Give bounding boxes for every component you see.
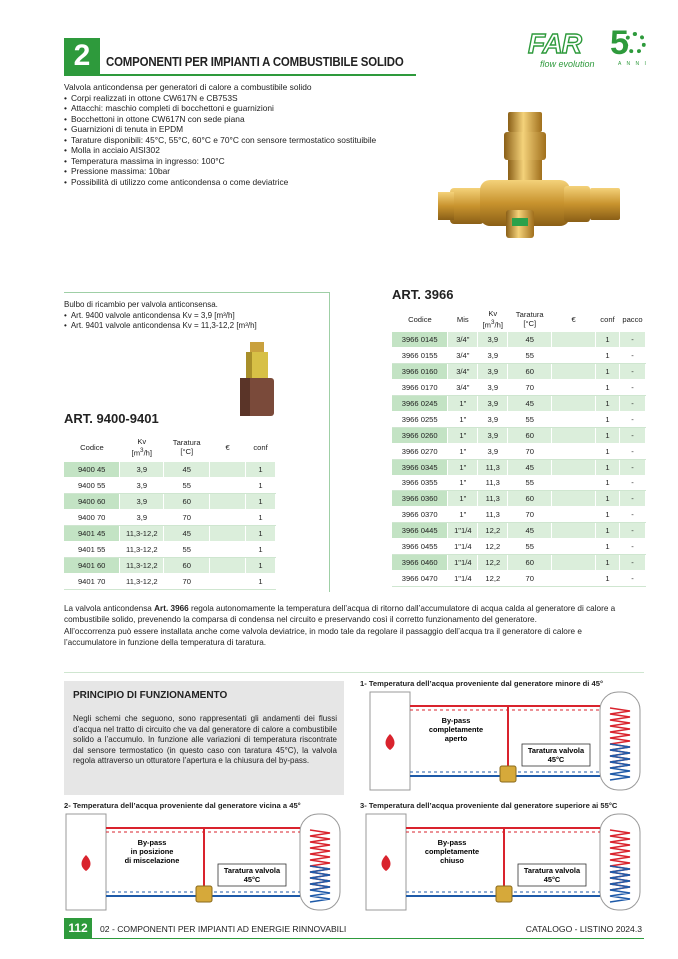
table-cell: 1"1/4: [448, 539, 478, 555]
table-cell: 1: [596, 554, 620, 570]
table-row: [64, 478, 276, 494]
art-right-title: ART. 3966: [392, 287, 454, 302]
table-cell: 1: [596, 491, 620, 507]
table-cell: 60: [508, 364, 552, 380]
intro-text: [64, 82, 394, 187]
table-cell: -: [619, 364, 645, 380]
table-cell: -: [619, 539, 645, 555]
bulb-bullet: • Art. 9400 valvole anticondensa Kv = 3,9 [m³/h]: [64, 311, 324, 322]
table-cell: [552, 507, 596, 523]
table-row: [392, 396, 646, 412]
intro-bullet: • Attacchi: maschio completi di bocchettoni e guarnizioni: [64, 103, 394, 114]
table-row: [392, 459, 646, 475]
table-cell: [552, 459, 596, 475]
valve-product-image: [430, 110, 630, 250]
table-cell: [210, 510, 246, 526]
col-header: Kv $[m^3/h]$: [482, 308, 503, 330]
table-cell: -: [619, 427, 645, 443]
flow-diagram: [66, 814, 340, 910]
table-cell: -: [619, 348, 645, 364]
table-cell: [210, 557, 246, 573]
diagram-3-caption: 3- Temperatura dell’acqua proveniente dal generatore superiore ai 55°C: [360, 801, 618, 810]
diagram-2: [64, 810, 344, 916]
table-row: [392, 443, 646, 459]
table-cell: 1: [596, 411, 620, 427]
table-cell: 1: [596, 380, 620, 396]
logo-digit: 5: [610, 24, 629, 62]
table-cell: 1: [596, 364, 620, 380]
table-cell: 3,9: [478, 380, 508, 396]
table-row: [64, 573, 276, 589]
table-cell: 55: [508, 539, 552, 555]
table-cell: 45: [508, 523, 552, 539]
table-cell: 70: [508, 507, 552, 523]
table-row: [392, 380, 646, 396]
table-cell: -: [619, 507, 645, 523]
table-cell: 55: [164, 478, 210, 494]
table-row: [64, 510, 276, 526]
table-row: [64, 462, 276, 478]
table-cell: 70: [508, 443, 552, 459]
bulb-bullets: [64, 311, 324, 332]
table-cell: 3966 0470: [392, 570, 448, 586]
table-cell: [210, 478, 246, 494]
table-cell: 70: [508, 570, 552, 586]
table-cell: 60: [508, 491, 552, 507]
table-cell: 9400 55: [64, 478, 120, 494]
description-p1: La valvola anticondensa Art. 3966 regola autonomamente la temperatura dell’acqua di ritorno dall’accumulatore di acqua calda al generatore di calore a combustibile solido, prevenendo la comparsa di condensa nel circuito e preservando così il corretto funzionamento del generatore.: [64, 604, 616, 624]
footer-left: 02 - COMPONENTI PER IMPIANTI AD ENERGIE RINNOVABILI: [100, 924, 347, 934]
table-cell: -: [619, 396, 645, 412]
table-cell: -: [619, 554, 645, 570]
table-cell: 3,9: [478, 396, 508, 412]
table-cell: 3,9: [478, 427, 508, 443]
intro-bullets: [64, 93, 394, 188]
table-cell: 1": [448, 396, 478, 412]
table-row: [392, 364, 646, 380]
col-header: Taratura [°C]: [172, 438, 201, 456]
cartridge-image: [232, 340, 282, 420]
table-cell: 3/4": [448, 380, 478, 396]
table-cell: [210, 462, 246, 478]
table-cell: 1: [596, 507, 620, 523]
table-cell: 9401 55: [64, 541, 120, 557]
table-cell: 1: [246, 510, 276, 526]
table-cell: -: [619, 411, 645, 427]
table-cell: 12,2: [478, 570, 508, 586]
far-logo: [528, 24, 648, 72]
table-row: [392, 348, 646, 364]
intro-lead: Valvola anticondensa per generatori di calore a combustibile solido: [64, 82, 312, 92]
page-number: 112: [64, 918, 92, 938]
table-cell: 45: [508, 332, 552, 348]
table-cell: 3966 0160: [392, 364, 448, 380]
intro-bullet: • Possibilità di utilizzo come anticondensa o come deviatrice: [64, 177, 394, 188]
bulb-lead: Bulbo di ricambio per valvola anticonsensa.: [64, 300, 218, 309]
table-row: [392, 411, 646, 427]
table-cell: 11,3: [478, 507, 508, 523]
table-cell: 1": [448, 475, 478, 491]
table-cell: 1"1/4: [448, 554, 478, 570]
intro-bullet: • Guarnizioni di tenuta in EPDM: [64, 124, 394, 135]
table-cell: 1: [246, 494, 276, 510]
table-row: [64, 526, 276, 542]
table-cell: 1: [246, 526, 276, 542]
table-cell: [552, 443, 596, 459]
col-header: Codice: [80, 442, 104, 452]
table-cell: 3,9: [120, 478, 164, 494]
table-row: [392, 507, 646, 523]
table-cell: 60: [164, 494, 210, 510]
table-cell: 3,9: [120, 462, 164, 478]
table-cell: 3/4": [448, 348, 478, 364]
table-cell: 1": [448, 507, 478, 523]
table-cell: 55: [508, 411, 552, 427]
table-cell: 3966 0245: [392, 396, 448, 412]
table-cell: [210, 541, 246, 557]
footer-rule: [64, 938, 644, 939]
table-cell: [552, 491, 596, 507]
section-number: 2: [64, 38, 100, 74]
intro-bullet: • Pressione massima: 10bar: [64, 166, 394, 177]
table-cell: 3966 0360: [392, 491, 448, 507]
table-cell: 11,3-12,2: [120, 541, 164, 557]
table-cell: 3,9: [478, 332, 508, 348]
footer-right: CATALOGO - LISTINO 2024.3: [525, 924, 642, 934]
table-cell: 70: [164, 573, 210, 589]
col-header: pacco: [622, 314, 643, 324]
table-row: [392, 570, 646, 586]
table-cell: 11,3: [478, 459, 508, 475]
bypass-label: di miscelazione: [124, 856, 180, 865]
table-cell: 45: [164, 462, 210, 478]
table-row: [392, 427, 646, 443]
table-cell: 1": [448, 459, 478, 475]
valve-label: Taratura valvola: [223, 866, 281, 875]
table-cell: 1: [596, 459, 620, 475]
table-cell: 1": [448, 491, 478, 507]
table-cell: 3,9: [120, 510, 164, 526]
bulb-bullet: • Art. 9401 valvole anticondensa Kv = 11,3-12,2 [m³/h]: [64, 321, 324, 332]
table-cell: [552, 380, 596, 396]
flow-diagram: [366, 814, 640, 910]
table-cell: 55: [164, 541, 210, 557]
logo-sub: A N N I: [618, 61, 648, 67]
table-cell: 11,3-12,2: [120, 573, 164, 589]
gear-icon: [624, 32, 646, 54]
table-cell: [552, 475, 596, 491]
valve-icon: [496, 886, 512, 902]
table-cell: -: [619, 380, 645, 396]
section-rule: [64, 74, 416, 76]
valve-label: 45°C: [547, 755, 565, 764]
art-right-body: [392, 332, 646, 586]
table-cell: 3966 0145: [392, 332, 448, 348]
table-row: [64, 494, 276, 510]
table-cell: 1: [596, 539, 620, 555]
principle-title: PRINCIPIO DI FUNZIONAMENTO: [73, 690, 228, 701]
table-cell: -: [619, 475, 645, 491]
table-cell: 9401 60: [64, 557, 120, 573]
art-left-body: [64, 462, 276, 589]
col-header: conf: [600, 314, 615, 324]
bulb-text: [64, 300, 324, 332]
bypass-label: By-pass: [437, 838, 467, 847]
diagram-2-caption: 2- Temperatura dell’acqua proveniente dal generatore vicina a 45°: [64, 801, 301, 810]
table-cell: 70: [508, 380, 552, 396]
col-header: Kv $[m^3/h]$: [131, 436, 153, 458]
table-cell: [552, 411, 596, 427]
table-cell: -: [619, 459, 645, 475]
bypass-label: completamente: [424, 847, 480, 856]
valve-label: 45°C: [543, 875, 561, 884]
table-cell: -: [619, 443, 645, 459]
table-row: [392, 332, 646, 348]
table-cell: 1: [596, 570, 620, 586]
table-cell: 3,9: [478, 348, 508, 364]
art-left-table: [64, 432, 276, 590]
table-cell: 3966 0255: [392, 411, 448, 427]
table-cell: 55: [508, 348, 552, 364]
table-row: [392, 475, 646, 491]
table-cell: 1: [246, 478, 276, 494]
table-cell: 3966 0445: [392, 523, 448, 539]
art-left-title: ART. 9400-9401: [64, 411, 159, 426]
diagram-1-caption: 1- Temperatura dell’acqua proveniente dal generatore minore di 45°: [360, 679, 604, 688]
valve-label: Taratura valvola: [527, 746, 585, 755]
table-cell: 1": [448, 411, 478, 427]
valve-label: Taratura valvola: [523, 866, 581, 875]
table-cell: 3/4": [448, 364, 478, 380]
table-cell: 1: [246, 573, 276, 589]
art-right-table: [392, 306, 646, 587]
description-p2: All’occorrenza può essere installata anche come valvola deviatrice, in modo tale da regolare il passaggio dell’acqua tra il generatore di calore e l’accumulatore in funzione della temperatura di taratura.: [64, 627, 582, 647]
table-cell: 3/4": [448, 332, 478, 348]
table-row: [392, 554, 646, 570]
diagram-3: [364, 810, 644, 916]
table-cell: 45: [508, 459, 552, 475]
table-cell: 12,2: [478, 554, 508, 570]
table-cell: 60: [164, 557, 210, 573]
intro-bullet: • Tarature disponibili: 45°C, 55°C, 60°C e 70°C con sensore termostatico sostituibile: [64, 135, 394, 146]
table-cell: [210, 526, 246, 542]
intro-bullet: • Bocchettoni in ottone CW617N con sede piana: [64, 114, 394, 125]
table-cell: 1": [448, 427, 478, 443]
table-cell: 9400 70: [64, 510, 120, 526]
table-row: [392, 491, 646, 507]
logo-tagline: flow evolution: [540, 59, 595, 69]
table-cell: [552, 364, 596, 380]
table-cell: [552, 396, 596, 412]
valve-icon: [500, 766, 516, 782]
col-header: Codice: [408, 314, 432, 324]
table-cell: 3966 0170: [392, 380, 448, 396]
table-cell: 3966 0270: [392, 443, 448, 459]
divider: [64, 672, 644, 673]
table-cell: 9401 45: [64, 526, 120, 542]
table-cell: 12,2: [478, 539, 508, 555]
table-cell: 1"1/4: [448, 570, 478, 586]
bypass-label: aperto: [444, 734, 468, 743]
table-cell: 1: [596, 348, 620, 364]
section-title: COMPONENTI PER IMPIANTI A COMBUSTIBILE SOLIDO: [106, 54, 404, 69]
table-cell: 3966 0460: [392, 554, 448, 570]
table-cell: 9401 70: [64, 573, 120, 589]
intro-bullet: • Corpi realizzati in ottone CW617N e CB753S: [64, 93, 394, 104]
table-cell: 11,3: [478, 475, 508, 491]
table-row: [392, 539, 646, 555]
table-cell: 3,9: [478, 364, 508, 380]
table-cell: 55: [508, 475, 552, 491]
col-header: conf: [253, 442, 268, 452]
table-cell: 45: [508, 396, 552, 412]
bypass-label: chiuso: [440, 856, 464, 865]
bypass-label: By-pass: [441, 716, 471, 725]
table-cell: 3966 0455: [392, 539, 448, 555]
diagram-1: [368, 688, 644, 796]
bypass-label: By-pass: [137, 838, 167, 847]
valve-label: 45°C: [243, 875, 261, 884]
table-cell: [210, 494, 246, 510]
table-cell: [552, 427, 596, 443]
table-cell: 1: [596, 475, 620, 491]
table-cell: 3,9: [478, 443, 508, 459]
table-cell: 3,9: [120, 494, 164, 510]
table-cell: 3966 0155: [392, 348, 448, 364]
col-header: €: [571, 314, 576, 324]
table-cell: 1: [596, 427, 620, 443]
table-cell: 1: [596, 332, 620, 348]
table-cell: 9400 45: [64, 462, 120, 478]
table-cell: [552, 554, 596, 570]
table-cell: [552, 348, 596, 364]
table-cell: 11,3-12,2: [120, 526, 164, 542]
table-cell: [210, 573, 246, 589]
valve-icon: [196, 886, 212, 902]
table-cell: 11,3-12,2: [120, 557, 164, 573]
table-cell: [552, 539, 596, 555]
logo-text: FAR: [528, 28, 581, 59]
table-cell: -: [619, 523, 645, 539]
table-row: [64, 557, 276, 573]
table-cell: 60: [508, 427, 552, 443]
table-cell: 12,2: [478, 523, 508, 539]
table-cell: 60: [508, 554, 552, 570]
col-header: Taratura [°C]: [515, 310, 544, 328]
table-cell: 1: [246, 541, 276, 557]
table-cell: -: [619, 332, 645, 348]
table-row: [64, 541, 276, 557]
table-cell: 3966 0355: [392, 475, 448, 491]
table-cell: [552, 570, 596, 586]
table-cell: [552, 523, 596, 539]
table-cell: [552, 332, 596, 348]
col-header: €: [225, 442, 230, 452]
table-cell: 1": [448, 443, 478, 459]
description: [64, 604, 624, 650]
table-cell: 3966 0260: [392, 427, 448, 443]
table-cell: 1: [596, 523, 620, 539]
col-header: Mis: [456, 314, 469, 324]
table-cell: 45: [164, 526, 210, 542]
table-cell: 3,9: [478, 411, 508, 427]
table-cell: 70: [164, 510, 210, 526]
table-cell: 1: [246, 557, 276, 573]
table-cell: 3966 0345: [392, 459, 448, 475]
table-cell: 1: [596, 443, 620, 459]
table-cell: 1"1/4: [448, 523, 478, 539]
bypass-label: in posizione: [130, 847, 174, 856]
table-cell: 1: [246, 462, 276, 478]
table-cell: 3966 0370: [392, 507, 448, 523]
flow-diagram: [370, 692, 640, 790]
table-row: [392, 523, 646, 539]
bypass-label: completamente: [428, 725, 484, 734]
intro-bullet: • Temperatura massima in ingresso: 100°C: [64, 156, 394, 167]
table-cell: 11,3: [478, 491, 508, 507]
table-cell: -: [619, 491, 645, 507]
intro-bullet: • Molla in acciaio AISI302: [64, 145, 394, 156]
table-cell: -: [619, 570, 645, 586]
table-cell: 1: [596, 396, 620, 412]
principle-text: Negli schemi che seguono, sono rappresentati gli andamenti dei flussi d’acqua nel tratto di circuito che va dal generatore di calore a combustibile solido a l’accumulo. In funzione alle variazioni di temperatura riscontrate dal sensore termostatico (in questo caso con taratura 45°C), la valvola regola attraverso un otturatore l’apertura e la chiusura del by-pass.: [73, 714, 337, 765]
table-cell: 9400 60: [64, 494, 120, 510]
